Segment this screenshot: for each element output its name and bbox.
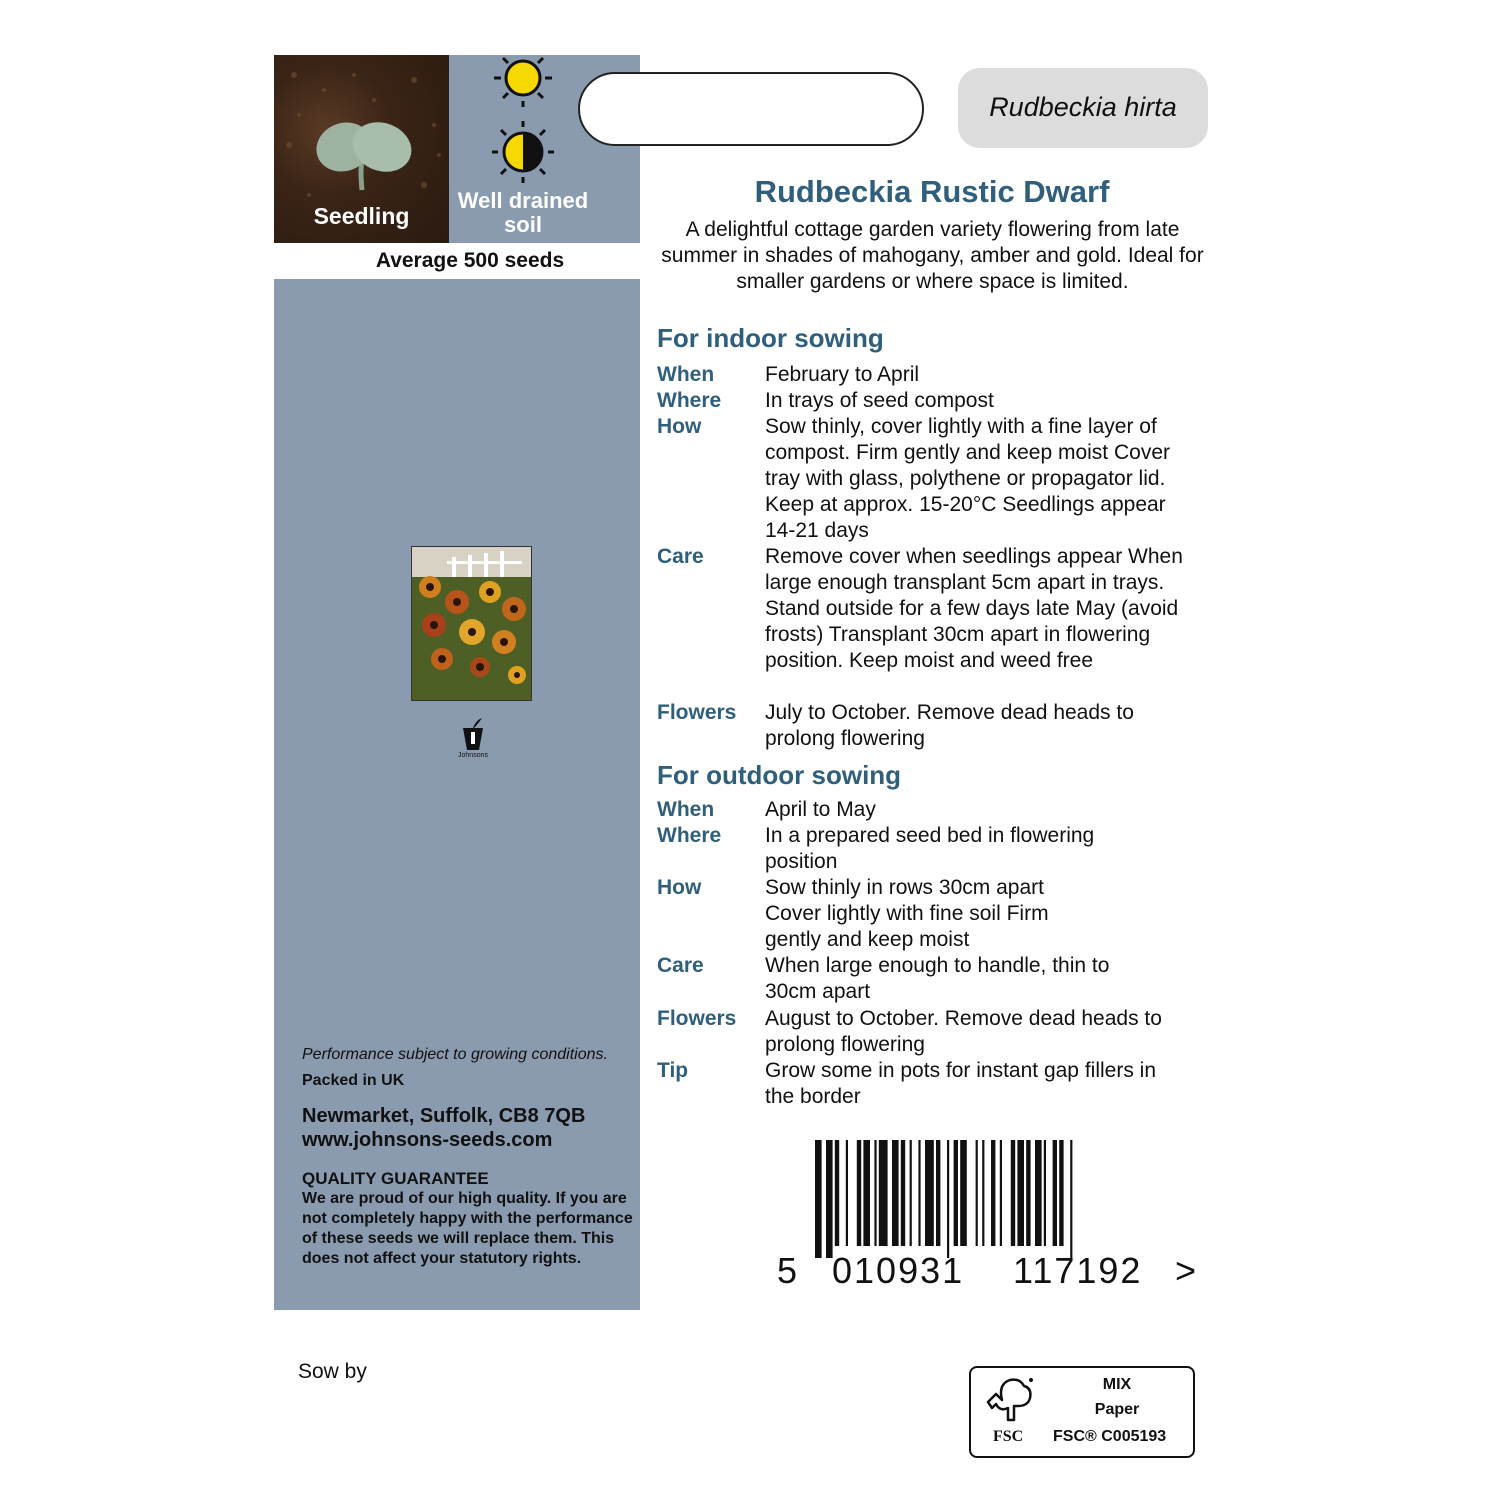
indoor-row-how [657,414,1217,544]
row-key: How [657,876,702,899]
guarantee-text: We are proud of our high quality. If you are not completely happy with the performance of these seeds we will replace them. This does not affect your statutory rights. [302,1190,633,1267]
barcode-bar [826,1140,833,1258]
barcode-bar [846,1140,848,1246]
row-key: When [657,363,715,386]
barcode-bar [1044,1140,1046,1246]
fsc-paper: Paper [1094,1401,1140,1418]
barcode-bar [936,1140,940,1246]
barcode-bar [1070,1140,1072,1258]
barcode-bar [1017,1140,1024,1246]
product-title: Rudbeckia Rustic Dwarf [754,174,1110,209]
barcode-bar [863,1140,870,1246]
guarantee-heading: QUALITY GUARANTEE [302,1169,489,1188]
barcode-digits-left: 010931 [832,1250,965,1291]
row-key: Flowers [657,1007,737,1030]
fsc-mix: MIX [1102,1376,1132,1393]
row-value: April to May [765,798,876,821]
indoor-sowing-title: For indoor sowing [657,323,884,353]
barcode-bar [815,1140,822,1258]
indoor-row-where [657,388,1217,414]
company-address: Newmarket, Suffolk, CB8 7QB [302,1105,586,1127]
johnsons-logo-text: Johnsons [458,752,488,759]
barcode-bar [960,1140,967,1246]
barcode-bar [1026,1140,1030,1246]
barcode-bar [991,1140,995,1246]
barcode-digits-right: 117192 [1013,1250,1143,1291]
product-description: A delightful cottage garden variety flowering from late summer in shades of mahogany, amber and gold. Ideal for smaller gardens or where space is limited. [661,218,1204,293]
barcode-bar [857,1140,861,1246]
full-sun-icon [494,55,552,107]
indoor-row-flowers [657,700,1217,752]
sow-by-label: Sow by [298,1360,367,1383]
barcode-digit-first: 5 [777,1250,798,1291]
performance-note: Performance subject to growing conditions. [302,1046,608,1063]
barcode-bar [910,1140,912,1246]
row-value: When large enough to handle, thin to 30cm apart [765,954,1110,1003]
row-value: February to April [765,363,920,386]
barcode-bar [1000,1140,1002,1246]
row-value: August to October. Remove dead heads to prolong flowering [765,1007,1162,1056]
fsc-tree-icon [984,1374,1034,1426]
fsc-wordmark: FSC [993,1428,1024,1445]
barcode-bar [1059,1140,1063,1246]
partial-shade-icon [492,121,554,183]
packed-in: Packed in UK [302,1072,405,1089]
latin-name: Rudbeckia hirta [989,92,1177,122]
fsc-code: FSC® C005193 [1053,1428,1167,1445]
outdoor-row-when [657,797,1217,823]
row-key: Tip [657,1059,689,1082]
row-value: July to October. Remove dead heads to prolong flowering [765,701,1134,750]
row-key: Where [657,389,722,412]
barcode-bar [947,1140,949,1258]
row-value: Sow thinly, cover lightly with a fine layer of compost. Firm gently and keep moist Cover tray with glass, polythene or propagator lid. Keep at approx. 15-20°C Seedlings appear 14-21 days [765,415,1170,542]
outdoor-row-tip [657,1058,1217,1110]
outdoor-row-care [657,953,1217,1005]
barcode-bar [892,1140,899,1246]
seedling-image [274,55,449,243]
outdoor-row-flowers [657,1006,1217,1058]
indoor-row-care [657,544,1217,700]
barcode-arrow: > [1175,1250,1197,1291]
barcode-bar [1053,1140,1057,1246]
row-key: Care [657,545,704,568]
row-value: Grow some in pots for instant gap fillers in the border [765,1059,1157,1108]
barcode-bar [879,1140,888,1246]
outdoor-sowing-title: For outdoor sowing [657,760,902,790]
seedling-label: Seedling [313,203,410,229]
outdoor-row-where [657,823,1217,875]
row-value: In a prepared seed bed in flowering position [765,824,1095,873]
barcode-bar [835,1140,839,1246]
outdoor-row-how [657,875,1217,953]
barcode-bar [901,1140,905,1246]
indoor-row-when [657,362,1217,388]
barcode-bar [918,1140,920,1246]
blank-label-area [578,72,924,146]
flower-photo [411,546,532,701]
row-key: Care [657,954,704,977]
row-value: Remove cover when seedlings appear When large enough transplant 5cm apart in trays. Stand outside for a few days late May (avoid frosts) Transplant 30cm apart in flowering position. Keep moist and weed free [765,545,1183,672]
barcode-bar [982,1140,984,1246]
barcode [815,1140,1175,1258]
seed-count: Average 500 seeds [375,249,565,272]
row-value: Sow thinly in rows 30cm apart Cover lightly with fine soil Firm gently and keep moist [765,876,1049,951]
row-key: Where [657,824,722,847]
barcode-bar [1011,1140,1015,1246]
row-key: Flowers [657,701,737,724]
barcode-bar [874,1140,876,1246]
website-link[interactable]: www.johnsons-seeds.com [302,1129,553,1151]
row-key: How [657,415,702,438]
row-key: When [657,798,715,821]
soil-label: Well drained soil [457,188,589,237]
barcode-bar [925,1140,934,1246]
barcode-bar [954,1140,958,1246]
barcode-bar [976,1140,978,1246]
barcode-bar [1035,1140,1042,1246]
row-value: In trays of seed compost [765,389,994,412]
